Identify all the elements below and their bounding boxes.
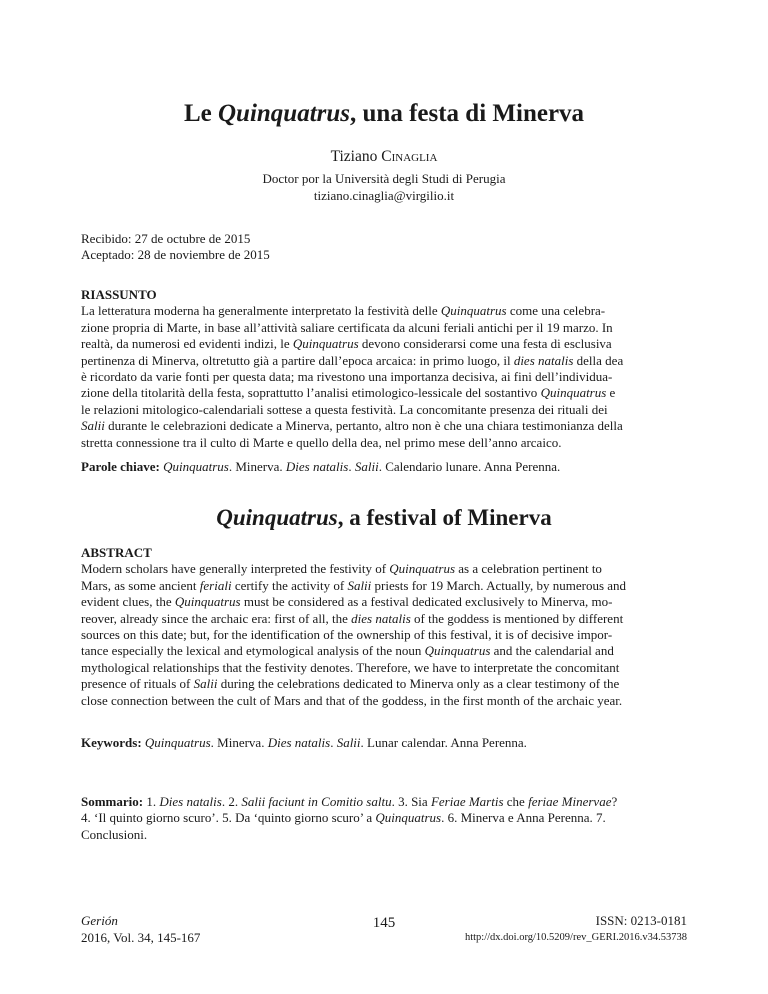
text-line [81,435,687,451]
italic-term: feriali [199,577,232,593]
text-line [81,336,687,352]
text-line [81,827,687,843]
text-run: è ricordato da varie fonti per questa data; ma rivestono una importanza decisiva, ai fini dell’individua- [81,369,613,385]
text-run: . [348,459,355,474]
riassunto-body [81,303,687,451]
label-text: Parole chiave: [81,459,160,474]
text-run: La letteratura moderna ha generalmente interpretato la festività delle [81,303,441,319]
sommario [81,794,687,843]
text-run: come una celebra- [506,303,606,319]
accepted-date: Aceptado: 28 de noviembre de 2015 [81,247,270,262]
doi-link[interactable]: http://dx.doi.org/10.5209/rev_GERI.2016.v34.53738 [464,932,687,943]
italic-term: Salii [193,676,218,692]
italic-term: Quinquatrus [540,385,607,401]
text-run: . Calendario lunare. Anna Perenna. [378,459,561,474]
text-run: ? [611,794,618,809]
text-run: . 6. Minerva e Anna Perenna. 7. [441,810,606,826]
abstract-body [81,561,687,709]
italic-term: Quinquatrus [174,594,241,610]
italic-term: Salii [336,735,361,750]
text-run: mythological relationships that the festivity denotes. Therefore, we have to interpretate the concomitant [81,659,620,675]
text-run: sources on this date; but, for the identification of the ownership of this festival, it is of decisive impor- [81,627,613,643]
text-run: evident clues, the [81,594,175,610]
text-line [81,369,687,385]
text-run: 4. ‘Il quinto giorno scuro’. 5. Da ‘quinto giorno scuro’ a [81,810,376,826]
text-run: during the celebrations dedicated to Minerva only as a clear testimony of the [217,676,620,692]
submission-dates [81,231,270,263]
text-run: of the goddess is mentioned by different [410,610,624,626]
text-run: realtà, da numerosi ed evidenti indizi, le [81,336,293,352]
author-affiliation: Doctor por la Università degli Studi di Perugia tiziano.cinaglia@virgilio.it [0,170,768,204]
text-run: devono considerarsi come una festa di esclusiva [358,336,612,352]
text-run: . 3. Sia [391,794,431,809]
text-run: Conclusioni. [81,826,148,842]
text-run: zione propria di Marte, in base all’attività saliare certificata da alcuni feriali antichi per il 19 marzo. In [81,319,613,335]
text-line [81,676,687,692]
text-run: . Minerva. [210,735,268,750]
text-run: . [330,735,337,750]
text-run: certify the activity of [231,577,348,593]
text-run: as a celebration pertinent to [455,561,602,577]
text-run: della dea [573,352,624,368]
text-line [81,594,687,610]
italic-term: Quinquatrus [424,643,491,659]
riassunto-section [81,287,687,451]
italic-term: Dies natalis [285,459,349,474]
article-title-italian: Le Quinquatrus, una festa di Minerva [183,100,585,127]
text-line [81,627,687,643]
text-run: . 2. [221,794,242,809]
text-run: . Minerva. [228,459,286,474]
text-line [81,660,687,676]
text-run: presence of rituals of [81,676,194,692]
article-title-english: Quinquatrus, a festival of Minerva [216,505,552,530]
italic-term: Salii [347,577,372,593]
text-run: che [503,794,529,809]
received-date: Recibido: 27 de octubre de 2015 [81,231,251,246]
label-text: Sommario: [81,794,144,809]
text-run: zione della titolarità della festa, soprattutto l’analisi etimologico-lessicale del sostantivo [81,385,541,401]
italic-term: Quinquatrus [163,459,229,474]
text-run: reover, already since the archaic era: first of all, the [81,610,352,626]
text-line [81,693,687,709]
text-run: Modern scholars have generally interpreted the festivity of [81,561,390,577]
italic-term: Quinquatrus [375,810,442,826]
text-line [81,810,687,826]
italic-term: Salii [354,459,379,474]
italic-term: Dies natalis [159,794,222,809]
text-line [81,418,687,434]
page-number: 145 [372,915,396,931]
text-line [81,561,687,577]
italic-term: Quinquatrus [144,735,211,750]
keywords-english [81,735,687,751]
text-run: and the calendarial and [490,643,614,659]
text-line [81,402,687,418]
text-line [81,578,687,594]
text-run: must be considered as a festival dedicated exclusively to Minerva, mo- [240,594,613,610]
issn: ISSN: 0213-0181 [595,913,687,928]
abstract-heading: ABSTRACT [81,545,152,560]
author-email[interactable]: tiziano.cinaglia@virgilio.it [313,188,455,203]
text-run: priests for 19 March. Actually, by numerous and [371,577,627,593]
text-line [81,611,687,627]
italic-term: Quinquatrus [292,336,359,352]
keywords-italian [81,459,687,475]
italic-term: Feriae Martis [430,794,504,809]
author-name: Tiziano Cinaglia [330,148,438,165]
italic-term: Salii faciunt in Comitio saltu [241,794,392,809]
italic-term: Quinquatrus [389,561,456,577]
italic-term: dies natalis [351,610,411,626]
text-line [81,353,687,369]
italic-term: Dies natalis [267,735,331,750]
text-line [81,643,687,659]
text-run: stretta connessione tra il culto di Marte e quello della dea, nel primo mese dell’anno arcaico. [81,434,562,450]
text-run: tance especially the lexical and etymological analysis of the noun [81,643,425,659]
italic-term: feriae Minervae [528,794,612,809]
italic-term: Quinquatrus [440,303,507,319]
text-run: . Lunar calendar. Anna Perenna. [360,735,527,750]
label-text: Keywords: [81,735,142,750]
text-run: Mars, as some ancient [81,577,200,593]
italic-term: dies natalis [513,352,574,368]
text-run: e [606,385,616,401]
italic-term: Salii [81,418,105,434]
text-run: close connection between the cult of Mars and that of the goddess, in the first month of the archaic year. [81,692,623,708]
text-run: durante le celebrazioni dedicate a Minerva, pertanto, altro non è che una chiara testimonianza della [104,418,623,434]
text-line [81,303,687,319]
text-line [81,320,687,336]
journal-name: Gerión [81,913,118,928]
text-line [81,794,687,810]
text-line [81,385,687,401]
abstract-section [81,545,687,709]
journal-volume: 2016, Vol. 34, 145-167 [81,930,201,945]
footer-identifiers [465,912,687,946]
text-run: 1. [143,794,160,809]
riassunto-heading: RIASSUNTO [81,287,157,302]
text-run: pertinenza di Minerva, oltretutto già a partire dall’epoca arcaica: in primo luogo, il [81,352,514,368]
text-run: le relazioni mitologico-calendariali sottese a questa festività. La concomitante presenza dei rituali dei [81,401,608,417]
